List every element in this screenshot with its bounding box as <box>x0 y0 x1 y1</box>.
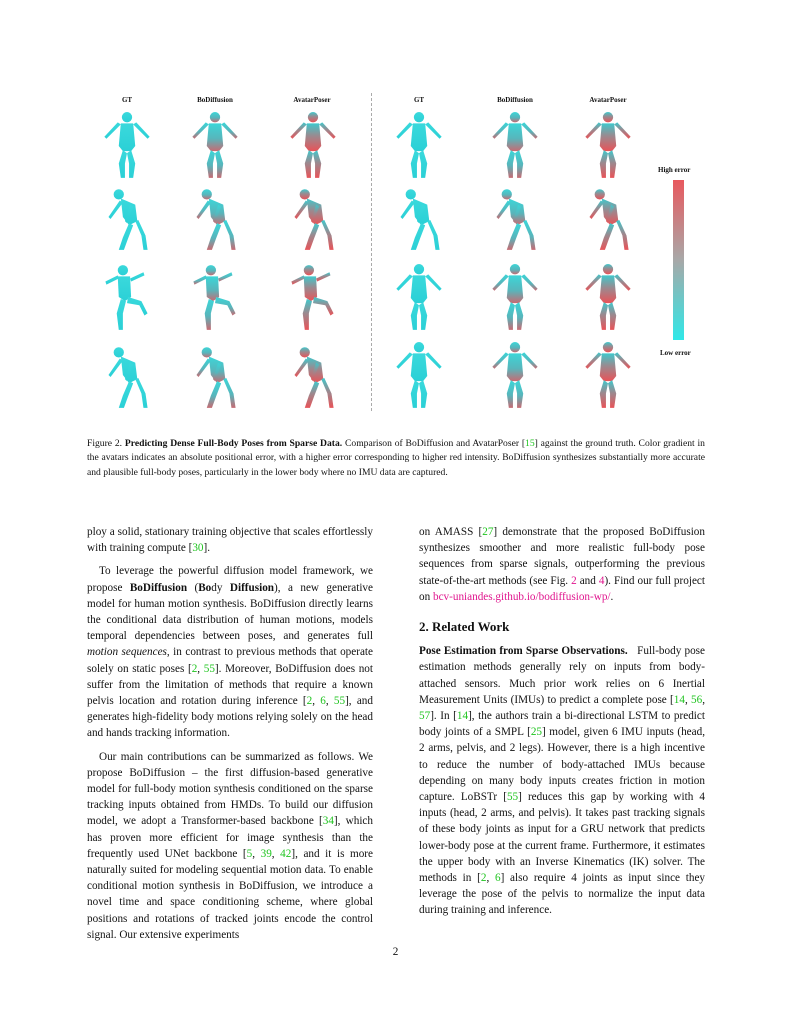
avatar-figure <box>94 340 160 412</box>
avatar-figure <box>482 182 548 254</box>
error-colorbar <box>673 180 684 340</box>
avatar-figure <box>386 340 452 412</box>
paragraph: Our main contributions can be summarized as follows. We propose BoDiffusion – the first diffusion-based generative model for full-body motion synthesis conditioned on the sparse tracking inputs obtained from HMDs. To build our diffusion model, we adopt a Transformer-based backbone [34], which has proven more efficient for image synthesis than the frequently used UNet backbone [5, 39, 42], and it is more naturally suited for modeling sequential motion data. To enable conditional motion synthesis in BoDiffusion, we introduce a novel time and space conditioning scheme, where global positions and rotations of tracked joints encode the control signal. Our extensive experiments <box>87 750 373 941</box>
figure-ref-link[interactable]: 2 <box>571 574 577 587</box>
avatar-figure <box>280 182 346 254</box>
avatar-figure <box>575 182 641 254</box>
citation-link[interactable]: 25 <box>530 726 543 739</box>
citation-link[interactable]: 39 <box>260 847 272 860</box>
paragraph: ploy a solid, stationary training objective that scales effortlessly with training compute [30]. <box>87 526 373 555</box>
header-right-bodiffusion: BoDiffusion <box>497 96 533 104</box>
header-left-bodiffusion: BoDiffusion <box>197 96 233 104</box>
paragraph: on AMASS [27] demonstrate that the proposed BoDiffusion synthesizes smoother and more realistic full-body pose sequences from sparse signals, outperforming the previous state-of-the-art methods (see Fig. 2 and 4). Find our full project on bcv-uniandes.github.io/bodiffusion-wp/. <box>419 526 705 603</box>
project-url-link[interactable]: bcv-uniandes.github.io/bodiffusion-wp/ <box>432 590 611 603</box>
citation-link[interactable]: 2 <box>191 662 198 675</box>
right-column <box>419 524 708 919</box>
section-heading: 2. Related Work <box>419 619 510 635</box>
figure-divider <box>371 93 372 411</box>
avatar-figure <box>280 340 346 412</box>
caption-title: Predicting Dense Full-Body Poses from Sparse Data. <box>124 438 343 449</box>
citation-link[interactable]: 55 <box>203 662 215 675</box>
avatar-figure <box>482 110 548 182</box>
citation-link[interactable]: 34 <box>322 815 334 828</box>
avatar-figure <box>182 340 248 412</box>
citation-link[interactable]: 2 <box>306 695 313 708</box>
citation-link[interactable]: 57 <box>419 710 431 723</box>
avatar-figure <box>280 262 346 334</box>
figure-caption <box>87 437 705 480</box>
avatar-figure <box>482 262 548 334</box>
avatar-figure <box>280 110 346 182</box>
header-left-gt: GT <box>121 96 133 104</box>
colorbar-high-label: High error <box>658 166 691 174</box>
avatar-figure <box>182 182 248 254</box>
avatar-figure <box>386 110 452 182</box>
header-right-gt: GT <box>413 96 425 104</box>
header-left-avatarposer: AvatarPoser <box>293 96 331 104</box>
colorbar-low-label: Low error <box>660 349 691 357</box>
citation-link[interactable]: 42 <box>280 847 292 860</box>
avatar-figure <box>575 110 641 182</box>
citation-link[interactable]: 30 <box>192 542 204 555</box>
caption-text: Comparison of BoDiffusion and AvatarPoser [ <box>342 438 526 449</box>
citation-link[interactable]: 14 <box>456 710 469 723</box>
citation-link[interactable]: 55 <box>506 791 519 804</box>
left-column <box>87 524 373 943</box>
citation-link[interactable]: 6 <box>320 695 326 708</box>
citation-link[interactable]: 15 <box>525 438 535 449</box>
citation-link[interactable]: 5 <box>246 847 253 860</box>
citation-link[interactable]: 6 <box>494 872 501 885</box>
header-right-avatarposer: AvatarPoser <box>589 96 627 104</box>
citation-link[interactable]: 14 <box>673 693 685 706</box>
citation-link[interactable]: 56 <box>691 693 703 706</box>
figure-ref-link[interactable]: 4 <box>598 574 605 587</box>
paragraph: To leverage the powerful diffusion model framework, we propose BoDiffusion (Body Diffusion), a new generative model for human motion synthesis. BoDiffusion directly learns the conditional data distribution of human motions, models temporal dependencies between poses, and generates full motion sequences, in contrast to previous methods that operate solely on static poses [2, 55]. Moreover, BoDiffusion does not suffer from the limitation of methods that require a known pelvis location and rotation during inference [2, 6, 55], and generates high-fidelity body motions relying solely on the head and hands tracking information. <box>87 565 374 740</box>
avatar-figure <box>182 262 248 334</box>
avatar-figure <box>386 262 452 334</box>
avatar-figure <box>94 262 160 334</box>
paragraph: Pose Estimation from Sparse Observations. Full-body pose estimation methods generally rely on inputs from body-attached sensors. Much prior work relies on 6 Inertial Measurement Units (IMUs) to predict a complete pose [14, 56, 57]. In [14], the authors train a bi-directional LSTM to predict body joints of a SMPL [25] model, given 6 IMU inputs (head, 2 arms, pelvis, and 2 legs). However, there is a high incentive to reduce the number of body-attached IMUs because depending on many body inputs creates friction in motion capture. LoBSTr [55] reduces this gap by working with 4 inputs (head, 2 arms, and pelvis). It takes past tracking signals of these body joints as input for a GRU network that predicts lower-body pose at the current frame. Furthermore, it estimates the upper body with an Inverse Kinematics (IK) solver. The methods in [2, 6] also require 4 joints as input since they leverage the pose of the pelvis to normalize the input data during training and inference. <box>419 645 708 917</box>
citation-link[interactable]: 55 <box>333 695 346 708</box>
avatar-figure <box>482 340 548 412</box>
avatar-figure <box>182 110 248 182</box>
page-number: 2 <box>392 946 399 958</box>
avatar-figure <box>575 262 641 334</box>
caption-text: ] against the ground truth. Color gradient in the avatars indicates an absolute positional error, with a higher error corresponding to higher red intensity. BoDiffusion synthesizes substantially more accurate and plausible full-body poses, particularly in the lower body where no IMU data are captured. <box>87 438 705 478</box>
citation-link[interactable]: 2 <box>480 872 487 885</box>
caption-label: Figure 2. <box>87 438 123 449</box>
avatar-figure <box>94 110 160 182</box>
citation-link[interactable]: 27 <box>482 526 494 538</box>
paragraph-runin-heading: Pose Estimation from Sparse Observations. <box>419 645 628 658</box>
avatar-figure <box>94 182 160 254</box>
avatar-figure <box>386 182 452 254</box>
avatar-figure <box>575 340 641 412</box>
